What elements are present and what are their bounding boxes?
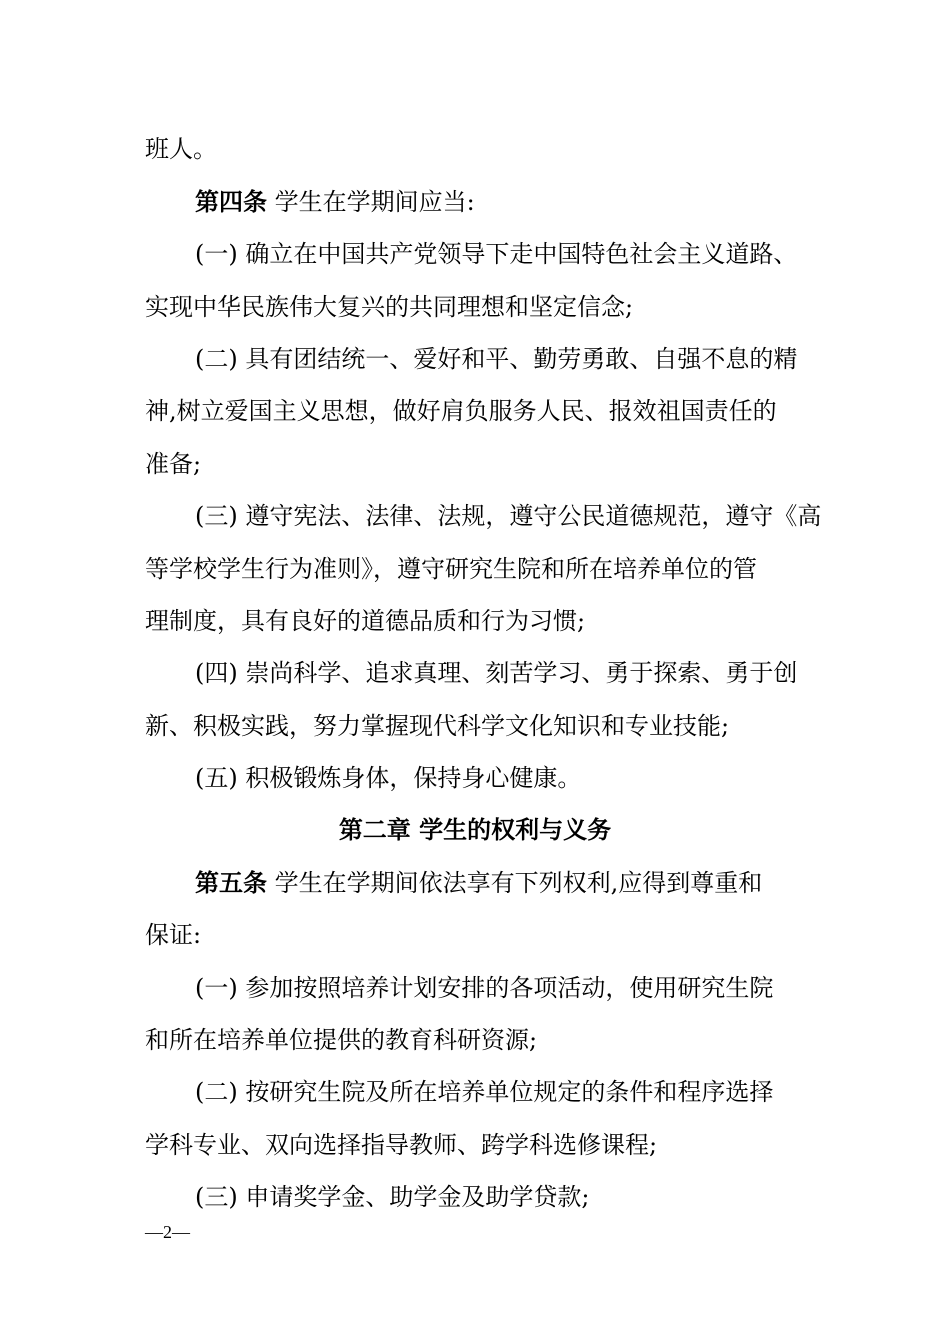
text-line: 新、积极实践，努力掌握现代科学文化知识和专业技能; bbox=[145, 712, 730, 740]
article-4-line bbox=[195, 185, 475, 219]
chapter-heading: 第二章 学生的权利与义务 bbox=[338, 815, 612, 844]
article-5-line bbox=[195, 866, 762, 900]
text-line: (一) 确立在中国共产党领导下走中国特色社会主义道路、 bbox=[195, 240, 798, 268]
text-line: 神,树立爱国主义思想，做好肩负服务人民、报效祖国责任的 bbox=[145, 397, 777, 425]
text-line: 班人。 bbox=[145, 135, 217, 163]
article-5-text: 学生在学期间依法享有下列权利,应得到尊重和 bbox=[267, 869, 763, 897]
article-4-text: 学生在学期间应当: bbox=[267, 188, 475, 216]
page-number: —2— bbox=[145, 1222, 190, 1242]
text-line: (二) 按研究生院及所在培养单位规定的条件和程序选择 bbox=[195, 1078, 774, 1106]
text-line: (四) 崇尚科学、追求真理、刻苦学习、勇于探索、勇于创 bbox=[195, 659, 798, 687]
text-line: 保证: bbox=[145, 921, 202, 949]
text-line: 准备; bbox=[145, 450, 202, 478]
text-line: 学科专业、双向选择指导教师、跨学科选修课程; bbox=[145, 1131, 658, 1159]
text-line: 等学校学生行为准则》，遵守研究生院和所在培养单位的管 bbox=[145, 555, 757, 583]
text-line: 和所在培养单位提供的教育科研资源; bbox=[145, 1026, 538, 1054]
text-line: 理制度，具有良好的道德品质和行为习惯; bbox=[145, 607, 586, 635]
article-5-label: 第五条 bbox=[195, 868, 267, 897]
text-line: (一) 参加按照培养计划安排的各项活动，使用研究生院 bbox=[195, 974, 774, 1002]
text-line: (五) 积极锻炼身体，保持身心健康。 bbox=[195, 764, 582, 792]
text-line: (二) 具有团结统一、爱好和平、勤劳勇敢、自强不息的精 bbox=[195, 345, 798, 373]
text-line: (三) 申请奖学金、助学金及助学贷款; bbox=[195, 1183, 590, 1211]
text-line: 实现中华民族伟大复兴的共同理想和坚定信念; bbox=[145, 293, 634, 321]
article-4-label: 第四条 bbox=[195, 187, 267, 216]
text-line: (三) 遵守宪法、法律、法规，遵守公民道德规范，遵守《高 bbox=[195, 502, 822, 530]
